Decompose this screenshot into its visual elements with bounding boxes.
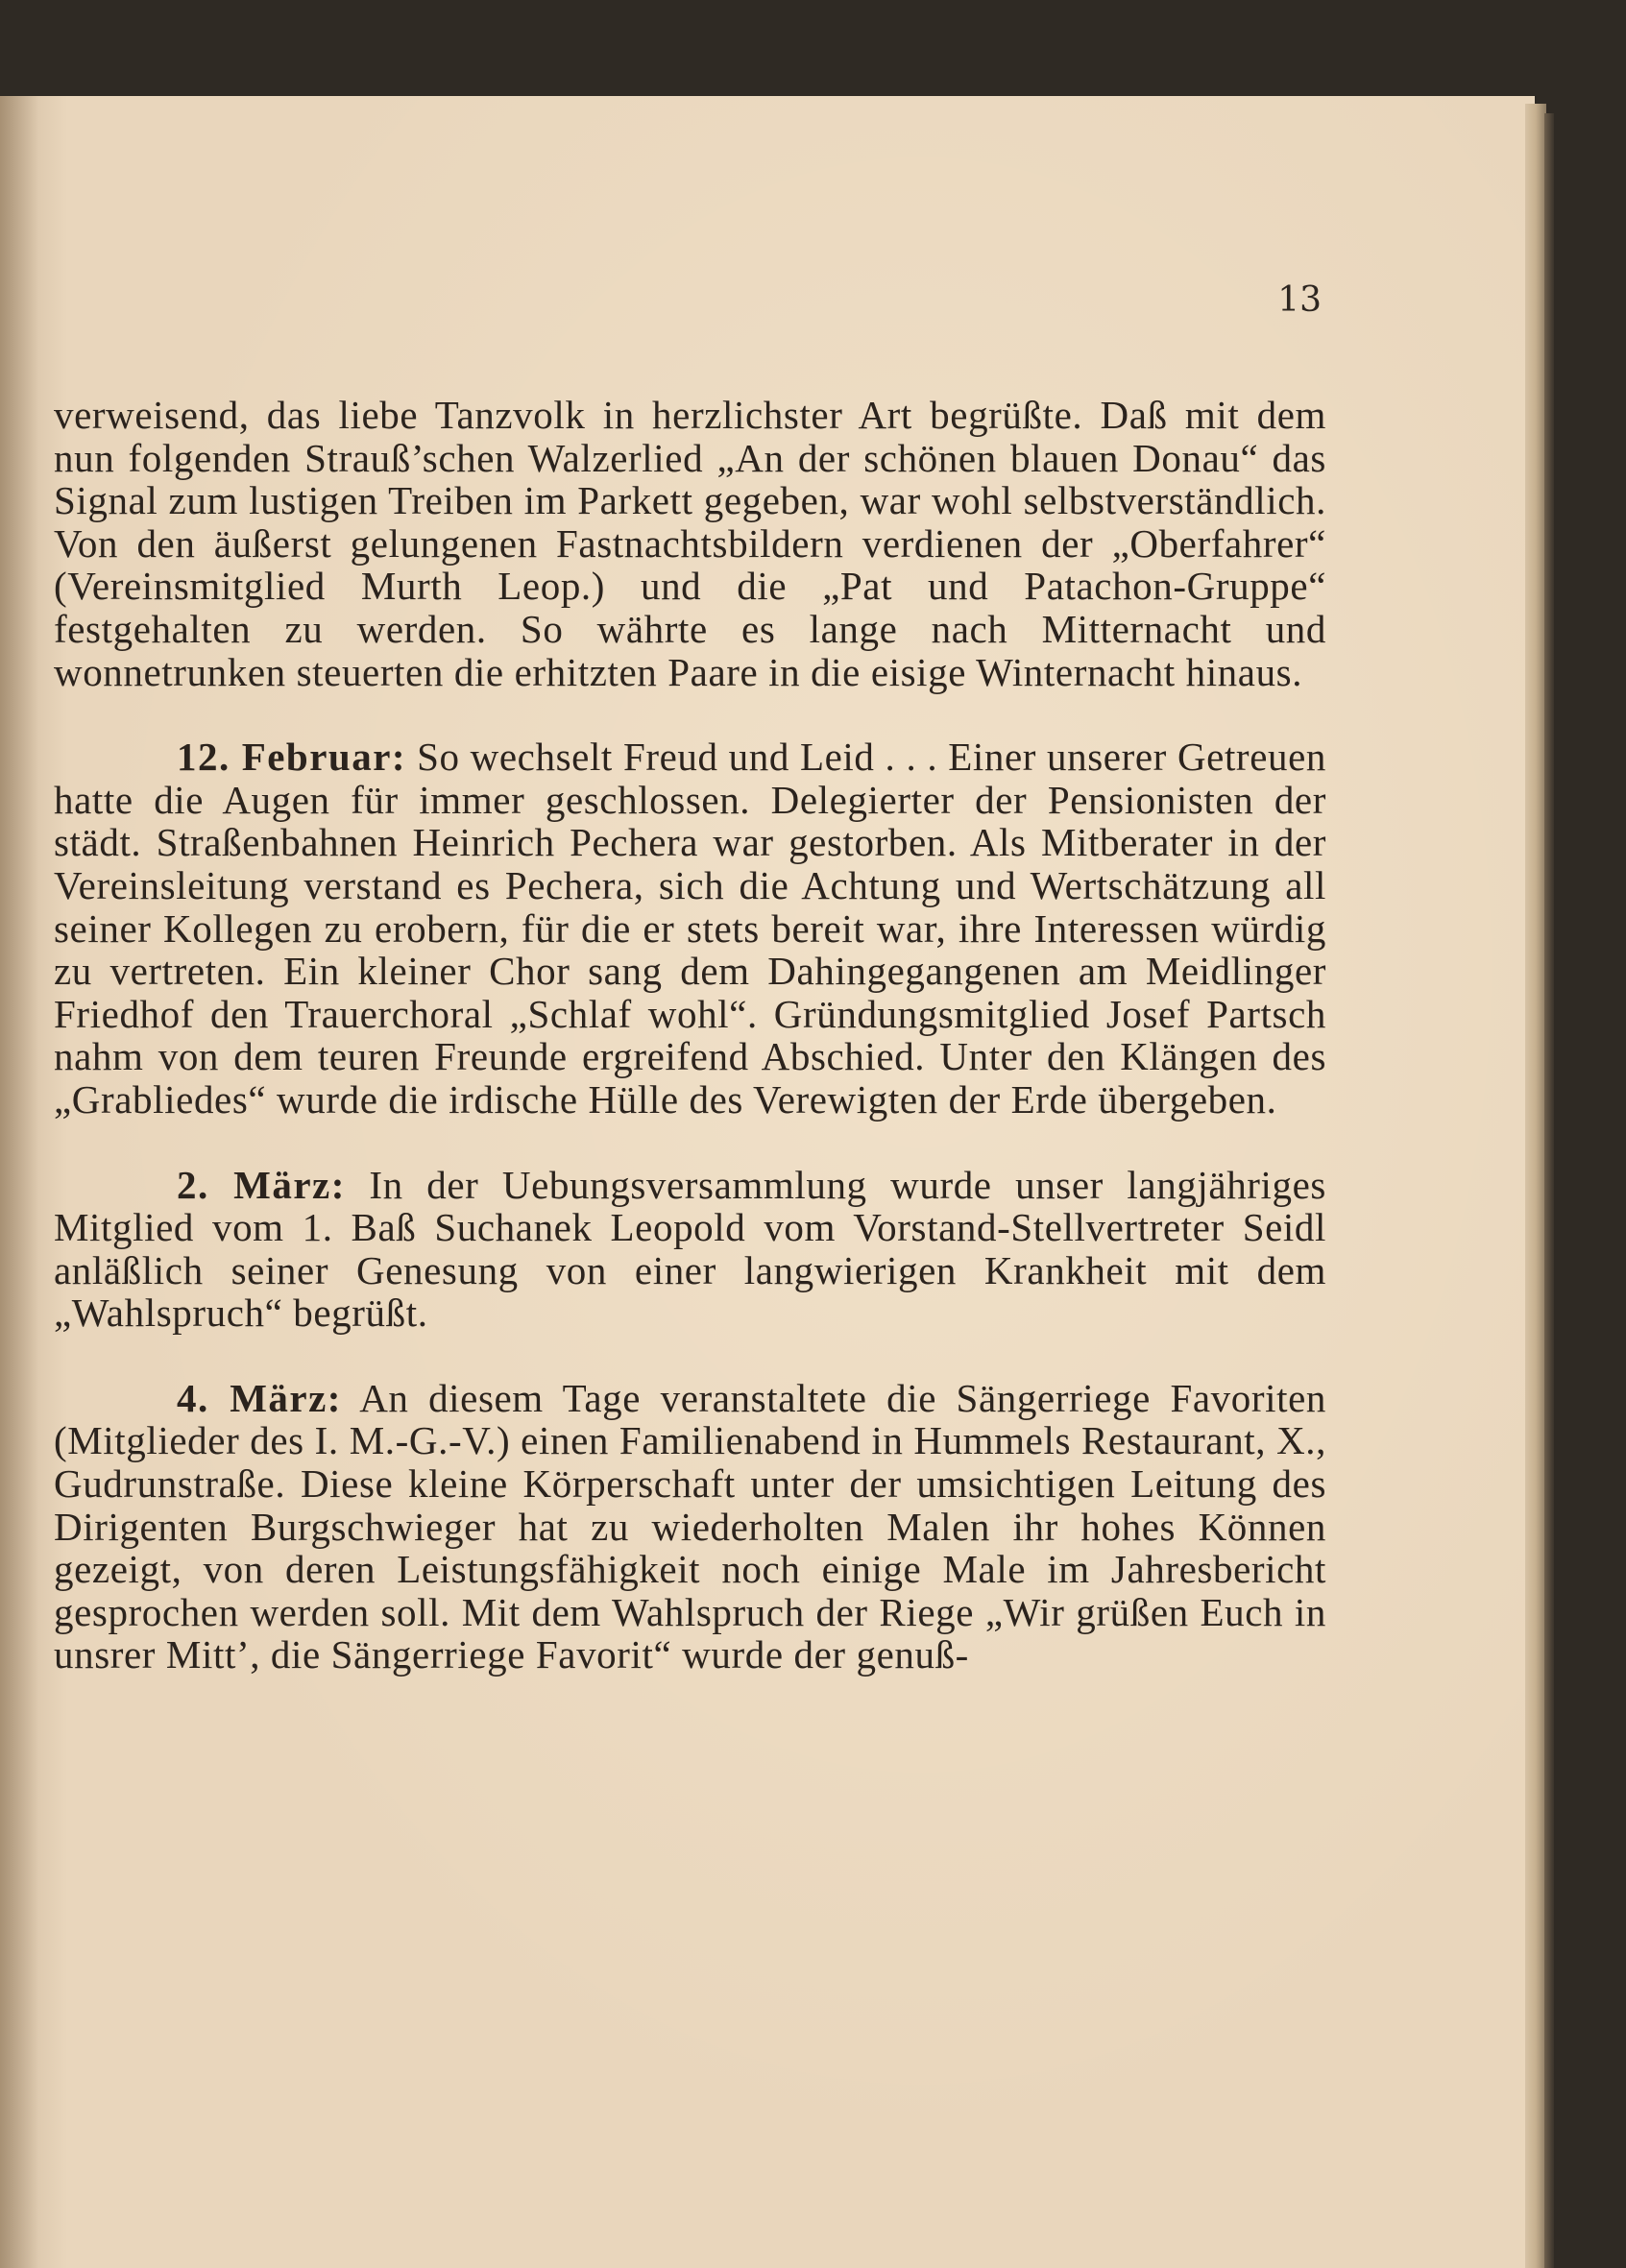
- paragraph-2-maerz: [54, 1164, 1326, 1335]
- paragraph-4-maerz: [54, 1377, 1326, 1677]
- paragraph-text: An diesem Tage veranstaltete die Sängerriege Favoriten (Mitglieder des I. M.-G.-V.) einen Familienabend in Hummels Restaurant, X., Gudrunstraße. Diese kleine Körperschaft unter der umsichtigen Leitung des Dirigenten Burgschwieger hat zu wiederholten Malen ihr hohes Können gezeigt, von deren Leistungsfähigkeit noch einige Male im Jahresbericht gesprochen werden soll. Mit dem Wahlspruch der Riege „Wir grüßen Euch in unsrer Mitt’, die Sängerriege Favorit“ wurde der genuß-: [54, 1375, 1326, 1677]
- date-label: 12. Februar:: [177, 735, 407, 780]
- paragraph-continuation: [54, 394, 1326, 693]
- page-number: 13: [1277, 280, 1322, 320]
- date-label: 2. März:: [177, 1162, 346, 1207]
- date-label: 4. März:: [177, 1375, 342, 1420]
- body-text: [54, 394, 1326, 1719]
- page-edge: [1525, 104, 1546, 2268]
- paragraph-12-februar: [54, 736, 1326, 1121]
- page-edge-shadow: [1544, 113, 1554, 2268]
- paragraph-text: verweisend, das liebe Tanzvolk in herzlichster Art begrüßte. Daß mit dem nun folgenden Strauß’schen Walzerlied „An der schönen blauen Donau“ das Signal zum lustigen Treiben im Parkett gegeben, war wohl selbstverständlich. Von den äußerst gelungenen Fastnachtsbildern verdienen der „Oberfahrer“ (Vereinsmitglied Murth Leop.) und die „Pat und Patachon-Gruppe“ festgehalten zu werden. So währte es lange nach Mitternacht und wonnetrunken steuerten die erhitzten Paare in die eisige Winternacht hinaus.: [54, 393, 1326, 694]
- gutter-shadow: [0, 96, 38, 2268]
- paragraph-text: So wechselt Freud und Leid . . . Einer unserer Getreuen hatte die Augen für immer geschlossen. Delegierter der Pensionisten der städt. Straßenbahnen Heinrich Pechera war gestorben. Als Mitberater in der Vereinsleitung verstand es Pechera, sich die Achtung und Wertschätzung all seiner Kollegen zu erobern, für die er stets bereit war, ihre Interessen würdig zu vertreten. Ein kleiner Chor sang dem Dahingegangenen am Meidlinger Friedhof den Trauerchoral „Schlaf wohl“. Gründungsmitglied Josef Partsch nahm von dem teuren Freunde ergreifend Abschied. Unter den Klängen des „Grabliedes“ wurde die irdische Hülle des Verewigten der Erde übergeben.: [54, 735, 1326, 1122]
- paragraph-text: In der Uebungsversammlung wurde unser langjähriges Mitglied vom 1. Baß Suchanek Leopold vom Vorstand-Stellvertreter Seidl anläßlich seiner Genesung von einer langwierigen Krankheit mit dem „Wahlspruch“ begrüßt.: [54, 1162, 1326, 1336]
